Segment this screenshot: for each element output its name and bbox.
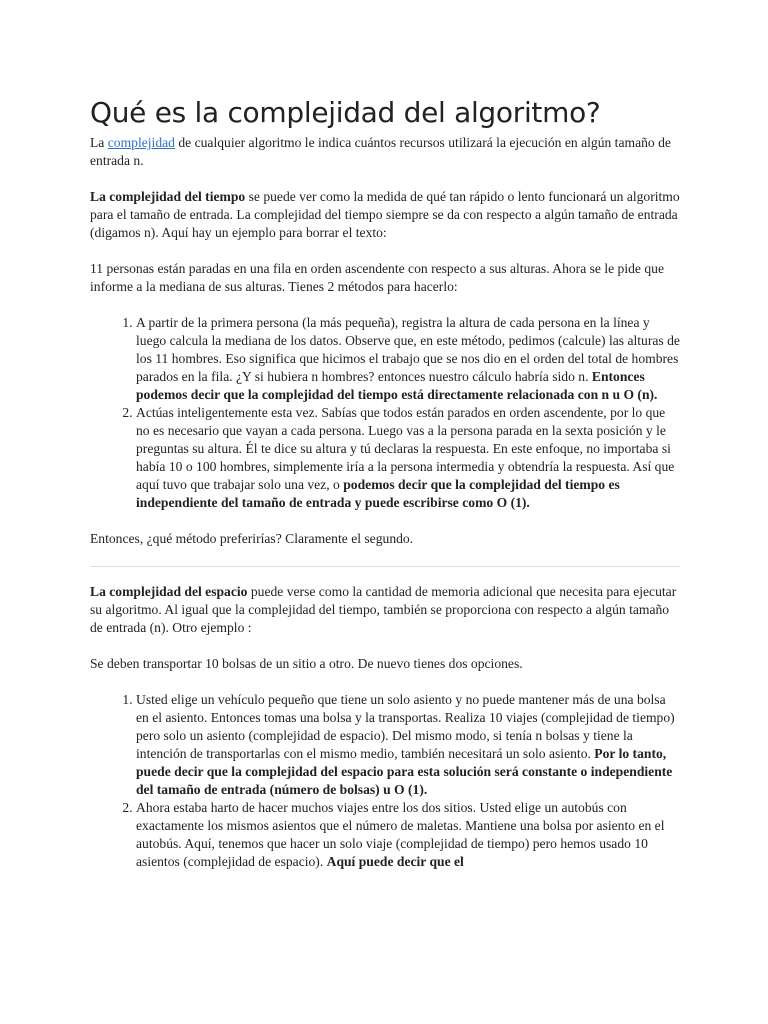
time-complexity-paragraph bbox=[90, 188, 680, 242]
list-item bbox=[136, 314, 680, 404]
list-item bbox=[136, 404, 680, 512]
list-item-text: Actúas inteligentemente esta vez. Sabías que todos están parados en orden ascendente, por lo que no es necesario que vayan a cada persona. Luego vas a la persona parada en la sexta posición y le preguntas su altura. Él te dice su altura y tú declaras la respuesta. En este enfoque, no importaba si había 10 o 100 hombres, simplemente iría a la persona intermedia y obtendría la respuesta. Así que aquí tuvo que trabajar solo una vez, o bbox=[136, 405, 675, 492]
time-complexity-term: La complejidad del tiempo bbox=[90, 189, 246, 204]
method-list-time bbox=[90, 314, 680, 512]
time-complexity-text: se puede ver como la medida de qué tan rápido o lento funcionará un algoritmo para el tamaño de entrada. La complejidad del tiempo siempre se da con respecto a algún tamaño de entrada (digamos n). Aquí hay un ejemplo para borrar el texto: bbox=[90, 189, 680, 240]
intro-rest: de cualquier algoritmo le indica cuántos recursos utilizará la ejecución en algún tamaño de entrada n. bbox=[90, 135, 671, 168]
list-item bbox=[136, 799, 680, 871]
list-item-text: Ahora estaba harto de hacer muchos viajes entre los dos sitios. Usted elige un autobús con exactamente los mismos asientos que el número de maletas. Mantiene una bolsa por asiento en el autobús. Aquí, tenemos que hacer un solo viaje (complejidad de tiempo) pero hemos usado 10 asientos (complejidad de espacio). bbox=[136, 800, 665, 869]
page-title: Qué es la complejidad del algoritmo? bbox=[90, 96, 601, 129]
method-list-space bbox=[90, 691, 680, 871]
intro-lead: La bbox=[90, 135, 108, 150]
list-item-text: Usted elige un vehículo pequeño que tiene un solo asiento y no puede mantener más de una bolsa en el asiento. Entonces tomas una bolsa y la transportas. Realiza 10 viajes (complejidad de tiempo) pero solo un asiento (complejidad de espacio). Del mismo modo, si tenía n bolsas y tiene la intención de transportarlas con el mismo medio, también necesitará un solo asiento. bbox=[136, 692, 675, 761]
section-divider bbox=[90, 566, 680, 567]
conclusion1-paragraph: Entonces, ¿qué método preferirías? Claramente el segundo. bbox=[90, 531, 414, 546]
list-item-bold: Por lo tanto, puede decir que la complejidad del espacio para esta solución será constante o independiente del tamaño de entrada (número de bolsas) u O (1). bbox=[136, 746, 673, 797]
complejidad-link[interactable]: complejidad bbox=[107, 135, 175, 150]
space-complexity-term: La complejidad del espacio bbox=[90, 584, 248, 599]
list-item-text: A partir de la primera persona (la más pequeña), registra la altura de cada persona en la línea y luego calcula la mediana de los datos. Observe que, en este método, pedimos (calcule) las alturas de los 11 hombres. Eso significa que hicimos el trabajo que se nos dio en el orden del total de hombres parados en la fila. ¿Y si hubiera n hombres? entonces nuestro cálculo habría sido n. bbox=[136, 315, 680, 384]
space-complexity-text: puede verse como la cantidad de memoria adicional que necesita para ejecutar su algoritmo. Al igual que la complejidad del tiempo, también se proporciona con respecto a algún tamaño de entrada (n). Otro ejemplo : bbox=[90, 584, 677, 635]
list-item-bold: Aquí puede decir que el bbox=[326, 854, 464, 869]
example2-paragraph: Se deben transportar 10 bolsas de un sitio a otro. De nuevo tienes dos opciones. bbox=[90, 656, 523, 671]
list-item bbox=[136, 691, 680, 799]
document-body bbox=[90, 96, 680, 889]
list-item-bold: podemos decir que la complejidad del tiempo es independiente del tamaño de entrada y puede escribirse como O (1). bbox=[136, 477, 620, 510]
intro-paragraph bbox=[90, 134, 680, 170]
example1-paragraph: 11 personas están paradas en una fila en orden ascendente con respecto a sus alturas. Ahora se le pide que informe a la mediana de sus alturas. Tienes 2 métodos para hacerlo: bbox=[90, 261, 664, 294]
space-complexity-paragraph bbox=[90, 583, 680, 637]
list-item-bold: Entonces podemos decir que la complejidad del tiempo está directamente relacionada con n u O (n). bbox=[136, 369, 658, 402]
